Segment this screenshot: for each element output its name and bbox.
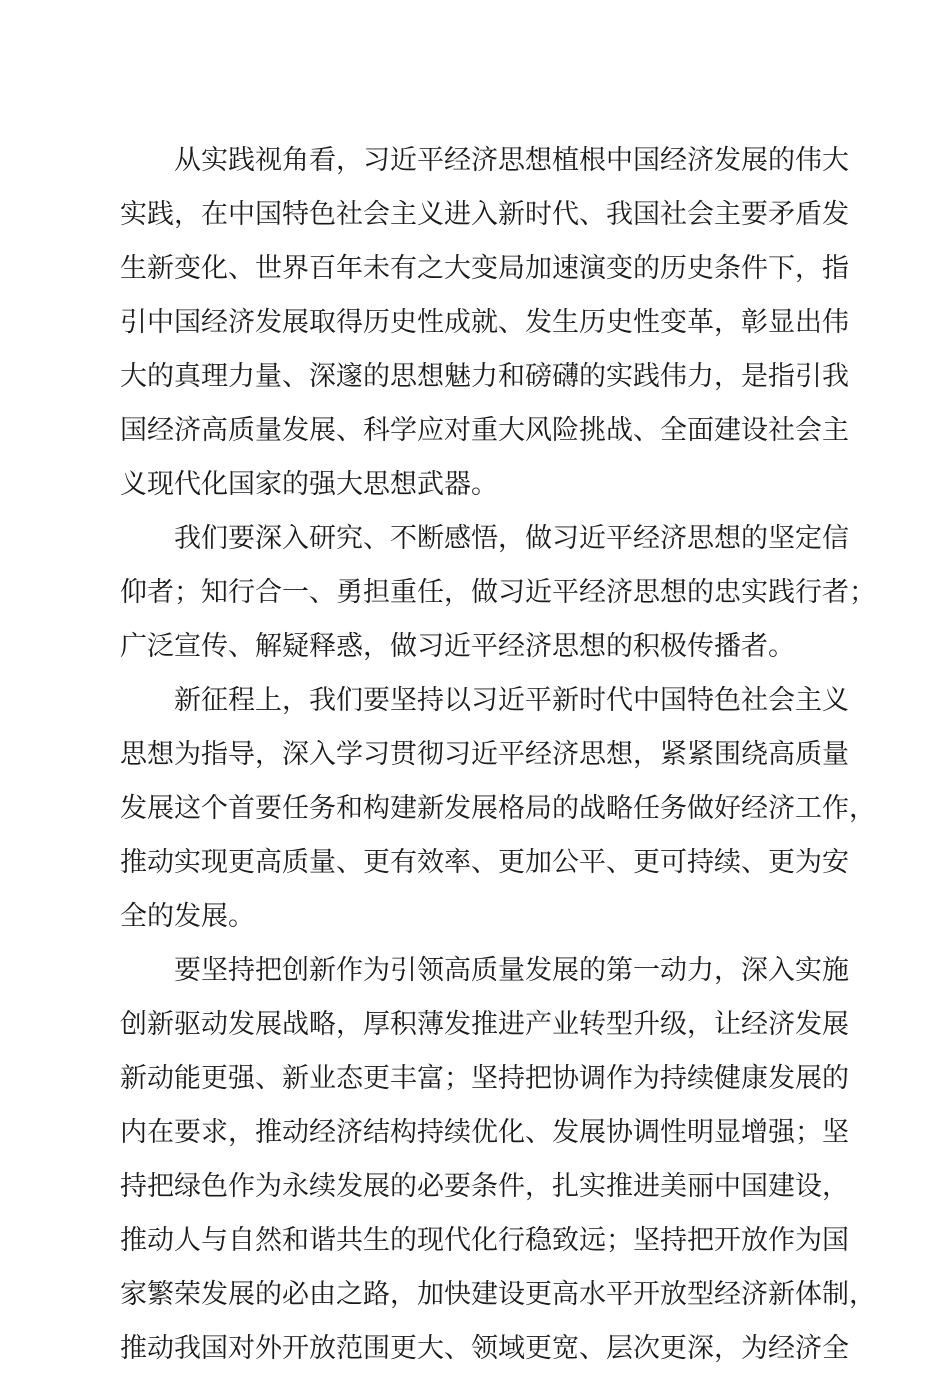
text-line: 发展这个首要任务和构建新发展格局的战略任务做好经济工作， [120, 793, 876, 824]
paragraph [120, 674, 876, 944]
text-line: 新动能更强、新业态更丰富；坚持把协调作为持续健康发展的 [120, 1063, 849, 1094]
text-line: 要坚持把创新作为引领高质量发展的第一动力，深入实施 [174, 955, 849, 986]
text-line: 推动实现更高质量、更有效率、更加公平、更可持续、更为安 [120, 847, 849, 878]
text-line: 引中国经济发展取得历史性成就、发生历史性变革，彰显出伟 [120, 307, 849, 338]
text-line: 推动我国对外开放范围更大、领域更宽、层次更深，为经济全 [120, 1333, 849, 1364]
text-line: 生新变化、世界百年未有之大变局加速演变的历史条件下，指 [120, 253, 849, 284]
text-line: 大的真理力量、深邃的思想魅力和磅礴的实践伟力，是指引我 [120, 361, 849, 392]
text-line: 义现代化国家的强大思想武器。 [120, 469, 498, 500]
paragraph [120, 512, 876, 674]
text-line: 持把绿色作为永续发展的必要条件，扎实推进美丽中国建设， [120, 1171, 849, 1202]
text-line: 实践，在中国特色社会主义进入新时代、我国社会主要矛盾发 [120, 199, 849, 230]
text-line: 家繁荣发展的必由之路，加快建设更高水平开放型经济新体制， [120, 1279, 876, 1310]
text-line: 推动人与自然和谐共生的现代化行稳致远；坚持把开放作为国 [120, 1225, 849, 1256]
text-line: 国经济高质量发展、科学应对重大风险挑战、全面建设社会主 [120, 415, 849, 446]
document-body [120, 134, 876, 1376]
text-line: 我们要深入研究、不断感悟，做习近平经济思想的坚定信 [174, 523, 849, 554]
text-line: 全的发展。 [120, 901, 255, 932]
text-line: 仰者；知行合一、勇担重任，做习近平经济思想的忠实践行者； [120, 577, 876, 608]
paragraph [120, 134, 849, 512]
text-line: 内在要求，推动经济结构持续优化、发展协调性明显增强；坚 [120, 1117, 849, 1148]
text-line: 从实践视角看，习近平经济思想植根中国经济发展的伟大 [174, 145, 849, 176]
text-line: 广泛宣传、解疑释惑，做习近平经济思想的积极传播者。 [120, 631, 795, 662]
paragraph [120, 944, 876, 1376]
text-line: 思想为指导，深入学习贯彻习近平经济思想，紧紧围绕高质量 [120, 739, 849, 770]
text-line: 新征程上，我们要坚持以习近平新时代中国特色社会主义 [174, 685, 849, 716]
text-line: 创新驱动发展战略，厚积薄发推进产业转型升级，让经济发展 [120, 1009, 849, 1040]
